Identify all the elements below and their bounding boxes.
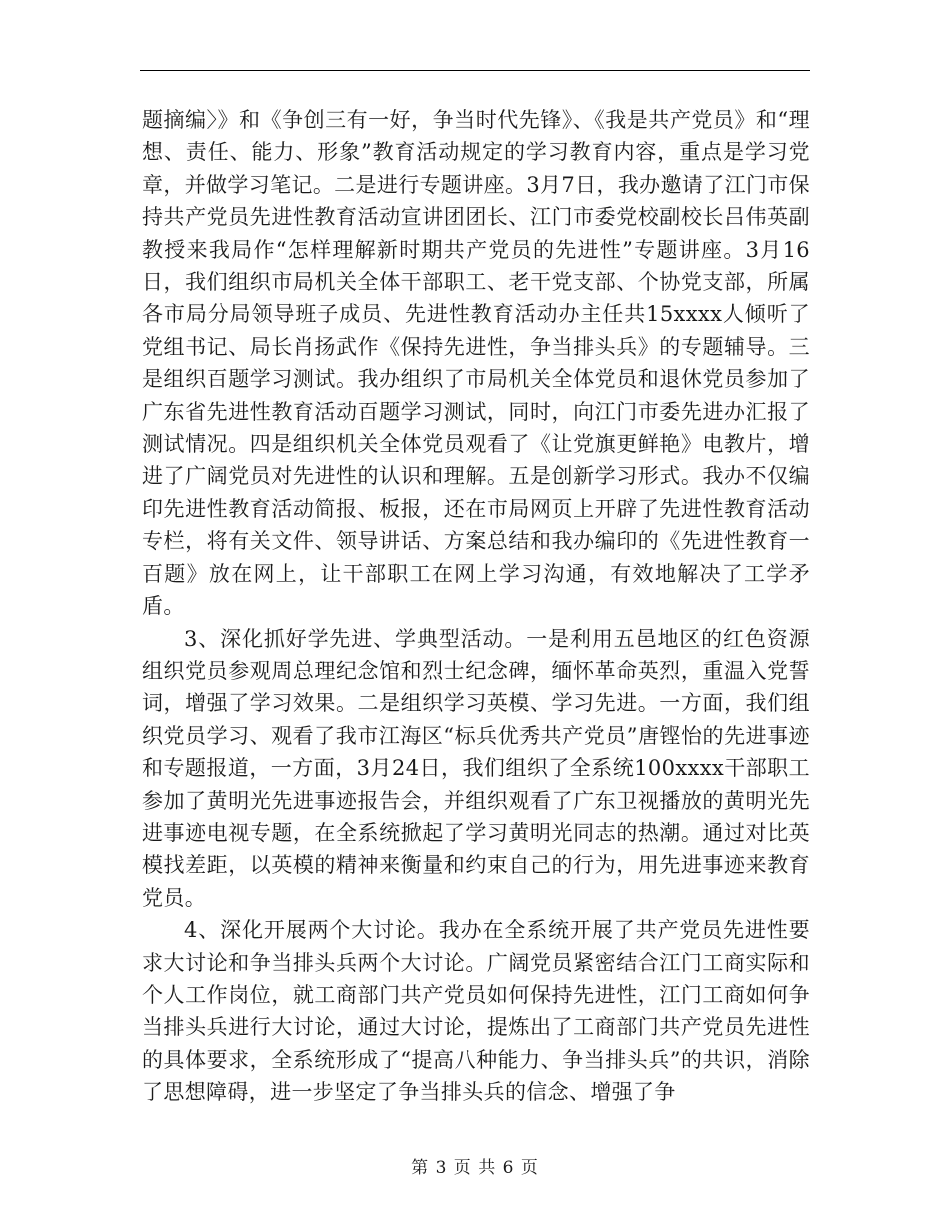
paragraph-continuation: 题摘编〉》和《争创三有一好，争当时代先锋》、《我是共产党员》和“理想、责任、能力、形象”教育活动规定的学习教育内容，重点是学习党章，并做学习笔记。二是进行专题讲座。3月7日，我办邀请了江门市保持共产党员先进性教育活动宣讲团团长、江门市委党校副校长吕伟英副教授来我局作“怎样理解新时期共产党员的先进性”专题讲座。3月16日，我们组织市局机关全体干部职工、老干党支部、个协党支部，所属各市局分局领导班子成员、先进性教育活动办主任共15xxxx人倾听了党组书记、局长肖扬武作《保持先进性，争当排头兵》的专题辅导。三是组织百题学习测试。我办组织了市局机关全体党员和退休党员参加了广东省先进性教育活动百题学习测试，同时，向江门市委先进办汇报了测试情况。四是组织机关全体党员观看了《让党旗更鲜艳》电教片，增进了广阔党员对先进性的认识和理解。五是创新学习形式。我办不仅编印先进性教育活动简报、板报，还在市局网页上开辟了先进性教育活动专栏，将有关文件、领导讲话、方案总结和我办编印的《先进性教育一百题》放在网上，让干部职工在网上学习沟通，有效地解决了工学矛盾。 xyxy=(142,108,810,619)
header-rule xyxy=(140,70,810,71)
document-body xyxy=(142,104,810,1109)
page-number: 第 3 页 共 6 页 xyxy=(411,1158,539,1178)
paragraph-section-4: 4、深化开展两个大讨论。我办在全系统开展了共产党员先进性要求大讨论和争当排头兵两个大讨论。广阔党员紧密结合江门工商实际和个人工作岗位，就工商部门共产党员如何保持先进性，江门工商如何争当排头兵进行大讨论，通过大讨论，提炼出了工商部门共产党员先进性的具体要求，全系统形成了“提高八种能力、争当排头兵”的共识，消除了思想障碍，进一步坚定了争当排头兵的信念、增强了争 xyxy=(142,918,810,1105)
paragraph-section-3: 3、深化抓好学先进、学典型活动。一是利用五邑地区的红色资源组织党员参观周总理纪念馆和烈士纪念碑，缅怀革命英烈，重温入党誓词，增强了学习效果。二是组织学习英模、学习先进。一方面，我们组织党员学习、观看了我市江海区“标兵优秀共产党员”唐铿怡的先进事迹和专题报道，一方面，3月24日，我们组织了全系统100xxxx干部职工参加了黄明光先进事迹报告会，并组织观看了广东卫视播放的黄明光先进事迹电视专题，在全系统掀起了学习黄明光同志的热潮。通过对比英模找差距，以英模的精神来衡量和约束自己的行为，用先进事迹来教育党员。 xyxy=(142,626,810,910)
